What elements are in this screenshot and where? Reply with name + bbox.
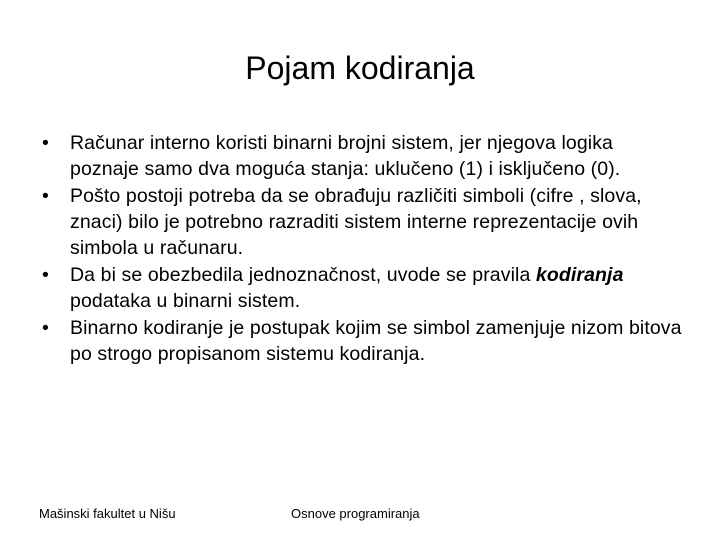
bullet-item	[42, 130, 682, 182]
bullet-item	[42, 262, 682, 314]
footer-institution: Mašinski fakultet u Nišu	[39, 506, 176, 521]
slide-title: Pojam kodiranja	[245, 50, 475, 86]
bullet-marker: •	[42, 185, 49, 207]
bullet-marker: •	[42, 317, 49, 339]
bullet-item	[42, 315, 682, 367]
bullet-list	[42, 130, 682, 368]
bullet-text-before: Da bi se obezbedila jednoznačnost, uvode se pravila	[70, 264, 536, 286]
bullet-text: Pošto postoji potreba da se obrađuju različiti simboli (cifre , slova, znaci) bilo je potrebno razraditi sistem interne reprezentacije ovih simbola u računaru.	[70, 185, 642, 259]
bullet-emphasis: kodiranja	[535, 264, 624, 286]
bullet-text-after: podataka u binarni sistem.	[70, 290, 301, 312]
bullet-marker: •	[42, 132, 49, 154]
bullet-marker: •	[42, 264, 49, 286]
bullet-item	[42, 183, 682, 261]
bullet-text: Binarno kodiranje je postupak kojim se simbol zamenjuje nizom bitova po strogo propisanom sistemu kodiranja.	[70, 317, 682, 365]
bullet-text: Računar interno koristi binarni brojni sistem, jer njegova logika poznaje samo dva moguća stanja: uklučeno (1) i isključeno (0).	[70, 132, 621, 180]
footer-course: Osnove programiranja	[291, 506, 420, 521]
